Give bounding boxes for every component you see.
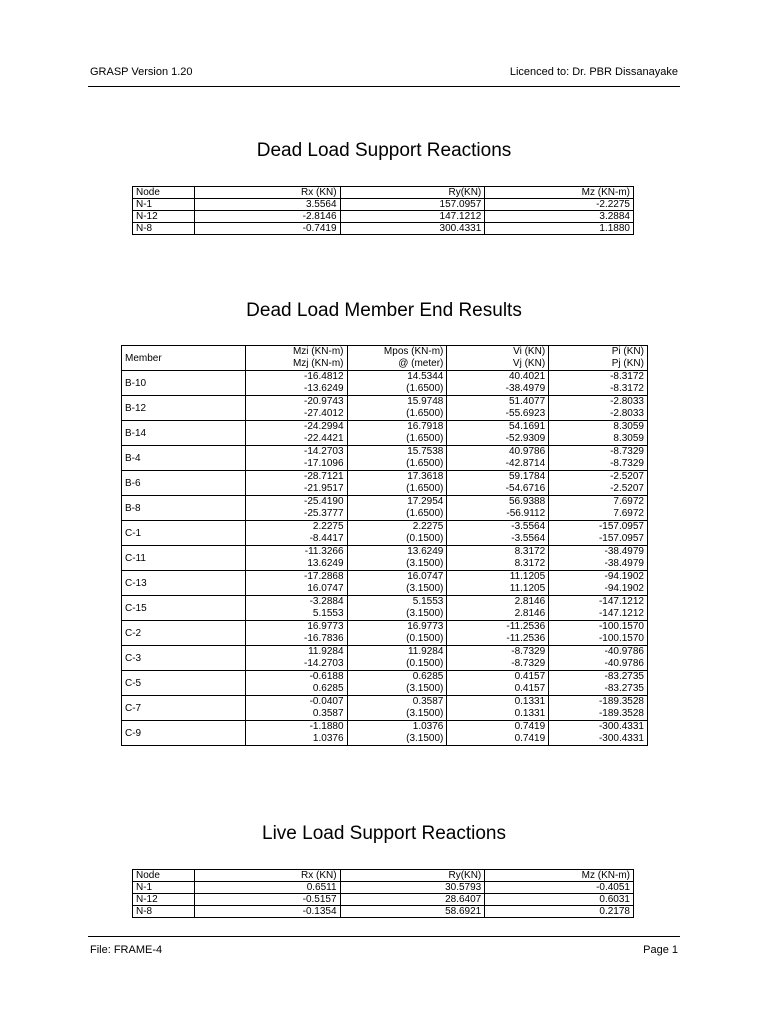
mz-cell	[245, 371, 347, 396]
value: -24.2994	[304, 421, 344, 432]
mz-cell	[245, 596, 347, 621]
column-header: Rx (KN)	[194, 870, 340, 882]
p-cell	[549, 371, 648, 396]
v-cell	[447, 396, 549, 421]
value: -100.1570	[598, 621, 644, 632]
value: -25.3777	[304, 508, 344, 519]
value: 14.5344	[407, 371, 444, 382]
value: 1.0376	[312, 733, 344, 744]
node-cell: N-12	[133, 894, 195, 906]
table-row	[122, 596, 648, 621]
value: 8.3059	[613, 421, 644, 432]
value: -8.3172	[610, 383, 644, 394]
value: -8.3172	[610, 371, 644, 382]
table-row	[133, 894, 634, 906]
value: 0.3587	[412, 696, 444, 707]
table-row	[122, 646, 648, 671]
node-cell: N-1	[133, 882, 195, 894]
col-member: Member	[122, 346, 246, 371]
mz-cell	[245, 721, 347, 746]
value: 0.4157	[514, 671, 546, 682]
value: (3.1500)	[406, 608, 444, 619]
value: 0.6285	[412, 671, 444, 682]
member-cell: B-12	[122, 396, 246, 421]
value: -2.5207	[610, 471, 644, 482]
dead-support-title: Dead Load Support Reactions	[256, 140, 512, 161]
value: -8.7329	[511, 646, 546, 657]
value: -14.2703	[304, 658, 344, 669]
value: 0.1331	[514, 696, 546, 707]
value: 11.1205	[509, 571, 546, 582]
p-cell	[549, 496, 648, 521]
value: -11.2536	[506, 633, 546, 644]
value-cell: 0.2178	[485, 906, 634, 918]
p-cell	[549, 396, 648, 421]
v-cell	[447, 521, 549, 546]
dead-support-table	[132, 186, 634, 235]
value-cell: -0.5157	[194, 894, 340, 906]
node-cell: N-12	[133, 211, 195, 223]
mpos-cell	[347, 646, 447, 671]
value: 11.1205	[509, 583, 546, 594]
mz-cell	[245, 671, 347, 696]
member-cell: C-9	[122, 721, 246, 746]
mpos-cell	[347, 571, 447, 596]
value: -147.1212	[598, 596, 644, 607]
mpos-cell	[347, 396, 447, 421]
value-cell: 58.6921	[340, 906, 485, 918]
value: 8.3172	[514, 558, 546, 569]
p-cell	[549, 646, 648, 671]
value: -189.3528	[598, 708, 644, 719]
value: -2.5207	[610, 483, 644, 494]
value: 16.9773	[307, 621, 344, 632]
p-cell	[549, 571, 648, 596]
member-cell: B-6	[122, 471, 246, 496]
value: -25.4190	[304, 496, 344, 507]
member-cell: B-4	[122, 446, 246, 471]
table-row	[122, 496, 648, 521]
value: -11.3266	[304, 546, 344, 557]
value: -8.7329	[610, 446, 644, 457]
col-v: Vi (KN) Vj (KN)	[447, 346, 549, 371]
value-cell: -0.4051	[485, 882, 634, 894]
value: -38.4979	[505, 383, 546, 394]
dead-member-table	[121, 345, 648, 746]
p-cell	[549, 421, 648, 446]
value-cell: -2.8146	[194, 211, 340, 223]
mz-cell	[245, 546, 347, 571]
table-row	[133, 223, 634, 235]
value: -40.9786	[604, 646, 644, 657]
p-cell	[549, 621, 648, 646]
mz-cell	[245, 621, 347, 646]
value: 16.0747	[407, 571, 444, 582]
value: -56.9112	[506, 508, 546, 519]
value: 56.9388	[509, 496, 546, 507]
value: -147.1212	[598, 608, 644, 619]
value-cell: 157.0957	[340, 199, 485, 211]
v-cell	[447, 371, 549, 396]
value: (1.6500)	[406, 408, 444, 419]
member-cell: C-5	[122, 671, 246, 696]
value: 0.6285	[312, 683, 344, 694]
value: 2.2275	[412, 521, 444, 532]
value: 17.3618	[407, 471, 444, 482]
value: 13.6249	[307, 558, 344, 569]
value: 5.1553	[312, 608, 344, 619]
value: -42.8714	[505, 458, 546, 469]
value: -83.2735	[604, 683, 644, 694]
value: 0.7419	[514, 721, 546, 732]
v-cell	[447, 421, 549, 446]
member-cell: C-11	[122, 546, 246, 571]
value: -14.2703	[304, 446, 344, 457]
value: (0.1500)	[406, 533, 444, 544]
value: -40.9786	[604, 658, 644, 669]
p-cell	[549, 696, 648, 721]
value: 15.7538	[407, 446, 444, 457]
value-cell: 3.2884	[485, 211, 634, 223]
value: -94.1902	[604, 583, 644, 594]
value: 0.7419	[514, 733, 546, 744]
column-header: Node	[133, 187, 195, 199]
value-cell: 0.6511	[194, 882, 340, 894]
value-cell: 0.6031	[485, 894, 634, 906]
table-row	[133, 211, 634, 223]
mpos-cell	[347, 471, 447, 496]
table-row	[122, 546, 648, 571]
value: (3.1500)	[406, 708, 444, 719]
mpos-cell	[347, 496, 447, 521]
member-cell: C-15	[122, 596, 246, 621]
col-mz: Mzi (KN-m) Mzj (KN-m)	[245, 346, 347, 371]
p-cell	[549, 546, 648, 571]
table-row	[122, 471, 648, 496]
mpos-cell	[347, 546, 447, 571]
value: 54.1691	[509, 421, 546, 432]
value-cell: 28.6407	[340, 894, 485, 906]
value: 2.8146	[514, 608, 546, 619]
member-cell: B-14	[122, 421, 246, 446]
value: (1.6500)	[406, 483, 444, 494]
live-support-table	[132, 869, 634, 918]
node-cell: N-8	[133, 906, 195, 918]
value: -17.2868	[304, 571, 344, 582]
table-row	[122, 371, 648, 396]
mpos-cell	[347, 671, 447, 696]
value: 40.4021	[509, 371, 546, 382]
value: -20.9743	[304, 396, 344, 407]
value: -17.1096	[304, 458, 344, 469]
p-cell	[549, 521, 648, 546]
table-row	[133, 906, 634, 918]
value: 2.2275	[312, 521, 344, 532]
live-support-title: Live Load Support Reactions	[262, 823, 506, 844]
value: -94.1902	[604, 571, 644, 582]
p-cell	[549, 671, 648, 696]
value: -22.4421	[304, 433, 344, 444]
value: 40.9786	[509, 446, 546, 457]
value: -189.3528	[598, 696, 644, 707]
value: 8.3059	[613, 433, 644, 444]
node-cell: N-8	[133, 223, 195, 235]
mpos-cell	[347, 371, 447, 396]
dead-member-title: Dead Load Member End Results	[246, 300, 522, 321]
page-number: Page 1	[643, 944, 678, 956]
mz-cell	[245, 496, 347, 521]
table-row	[122, 571, 648, 596]
value: -13.6249	[304, 383, 344, 394]
mz-cell	[245, 696, 347, 721]
v-cell	[447, 671, 549, 696]
licence-text: Licenced to: Dr. PBR Dissanayake	[509, 66, 678, 78]
mpos-cell	[347, 621, 447, 646]
node-cell: N-1	[133, 199, 195, 211]
mpos-cell	[347, 521, 447, 546]
value-cell: -0.1354	[194, 906, 340, 918]
value: -1.1880	[309, 721, 344, 732]
value: 1.0376	[412, 721, 444, 732]
value: -16.7836	[304, 633, 344, 644]
value: (0.1500)	[406, 633, 444, 644]
v-cell	[447, 721, 549, 746]
value: -2.8033	[610, 396, 644, 407]
mpos-cell	[347, 421, 447, 446]
value: 11.9284	[308, 646, 344, 657]
value: 16.9773	[407, 621, 444, 632]
value: 16.0747	[307, 583, 344, 594]
value: 13.6249	[407, 546, 444, 557]
table-row	[122, 621, 648, 646]
value: -8.7329	[610, 458, 644, 469]
footer-rule	[88, 936, 680, 937]
value: 16.7918	[407, 421, 444, 432]
value: (1.6500)	[406, 383, 444, 394]
table-row	[122, 721, 648, 746]
value-cell: 300.4331	[340, 223, 485, 235]
value: 8.3172	[514, 546, 546, 557]
value: -55.6923	[505, 408, 546, 419]
value: 59.1784	[509, 471, 546, 482]
value-cell: -0.7419	[194, 223, 340, 235]
v-cell	[447, 496, 549, 521]
value: 15.9748	[407, 396, 444, 407]
member-cell: C-1	[122, 521, 246, 546]
table-row	[122, 396, 648, 421]
value: 0.1331	[514, 708, 546, 719]
table-row	[133, 199, 634, 211]
v-cell	[447, 571, 549, 596]
value-cell: 147.1212	[340, 211, 485, 223]
value: (0.1500)	[406, 658, 444, 669]
software-version: GRASP Version 1.20	[90, 66, 193, 78]
value: (3.1500)	[406, 558, 444, 569]
value: -83.2735	[604, 671, 644, 682]
mz-cell	[245, 646, 347, 671]
value: 7.6972	[613, 508, 644, 519]
table-row	[122, 421, 648, 446]
member-cell: B-10	[122, 371, 246, 396]
value: -8.4417	[309, 533, 344, 544]
column-header: Rx (KN)	[194, 187, 340, 199]
value: -0.0407	[309, 696, 344, 707]
table-row	[122, 696, 648, 721]
value: -21.9517	[304, 483, 344, 494]
mz-cell	[245, 471, 347, 496]
mz-cell	[245, 521, 347, 546]
column-header: Mz (KN-m)	[485, 870, 634, 882]
p-cell	[549, 446, 648, 471]
col-p: Pi (KN) Pj (KN)	[549, 346, 648, 371]
header-rule	[88, 86, 680, 87]
v-cell	[447, 471, 549, 496]
value: -28.7121	[304, 471, 344, 482]
value: -100.1570	[598, 633, 644, 644]
member-cell: C-7	[122, 696, 246, 721]
v-cell	[447, 646, 549, 671]
value: (3.1500)	[406, 583, 444, 594]
table-row	[133, 882, 634, 894]
value: -11.2536	[506, 621, 546, 632]
value: -27.4012	[304, 408, 344, 419]
value: -0.6188	[309, 671, 344, 682]
mz-cell	[245, 421, 347, 446]
value-cell: -2.2275	[485, 199, 634, 211]
value: -3.2884	[309, 596, 344, 607]
p-cell	[549, 596, 648, 621]
member-cell: C-3	[122, 646, 246, 671]
v-cell	[447, 596, 549, 621]
member-cell: B-8	[122, 496, 246, 521]
mpos-cell	[347, 721, 447, 746]
header-row	[122, 346, 648, 371]
value: -157.0957	[598, 533, 644, 544]
value: 17.2954	[407, 496, 444, 507]
value: -3.5564	[511, 533, 546, 544]
value-cell: 3.5564	[194, 199, 340, 211]
value: (1.6500)	[406, 508, 444, 519]
value: -8.7329	[511, 658, 546, 669]
table-row	[122, 521, 648, 546]
v-cell	[447, 621, 549, 646]
value: 7.6972	[613, 496, 644, 507]
value: 2.8146	[514, 596, 546, 607]
value: 51.4077	[509, 396, 546, 407]
value: -38.4979	[604, 558, 644, 569]
mpos-cell	[347, 446, 447, 471]
header-row	[133, 187, 634, 199]
column-header: Ry(KN)	[340, 870, 485, 882]
value: 0.3587	[312, 708, 344, 719]
value: (3.1500)	[406, 683, 444, 694]
value-cell: 30.5793	[340, 882, 485, 894]
v-cell	[447, 696, 549, 721]
mz-cell	[245, 396, 347, 421]
value: -3.5564	[511, 521, 546, 532]
member-cell: C-13	[122, 571, 246, 596]
value: -16.4812	[304, 371, 344, 382]
column-header: Node	[133, 870, 195, 882]
header-row	[133, 870, 634, 882]
v-cell	[447, 546, 549, 571]
value: -54.6716	[505, 483, 546, 494]
p-cell	[549, 471, 648, 496]
mpos-cell	[347, 596, 447, 621]
value: -300.4331	[598, 733, 644, 744]
mpos-cell	[347, 696, 447, 721]
value: -2.8033	[610, 408, 644, 419]
value: (1.6500)	[406, 458, 444, 469]
value: 5.1553	[412, 596, 444, 607]
value: -52.9309	[505, 433, 546, 444]
value: (3.1500)	[406, 733, 444, 744]
value: 0.4157	[514, 683, 546, 694]
mz-cell	[245, 446, 347, 471]
col-mpos: Mpos (KN-m) @ (meter)	[347, 346, 447, 371]
column-header: Mz (KN-m)	[485, 187, 634, 199]
file-name: File: FRAME-4	[90, 944, 163, 956]
value: -38.4979	[604, 546, 644, 557]
value: -157.0957	[598, 521, 644, 532]
v-cell	[447, 446, 549, 471]
value: (1.6500)	[406, 433, 444, 444]
table-row	[122, 671, 648, 696]
value: 11.9284	[407, 646, 444, 657]
mz-cell	[245, 571, 347, 596]
column-header: Ry(KN)	[340, 187, 485, 199]
value-cell: 1.1880	[485, 223, 634, 235]
member-cell: C-2	[122, 621, 246, 646]
value: -300.4331	[598, 721, 644, 732]
table-row	[122, 446, 648, 471]
p-cell	[549, 721, 648, 746]
